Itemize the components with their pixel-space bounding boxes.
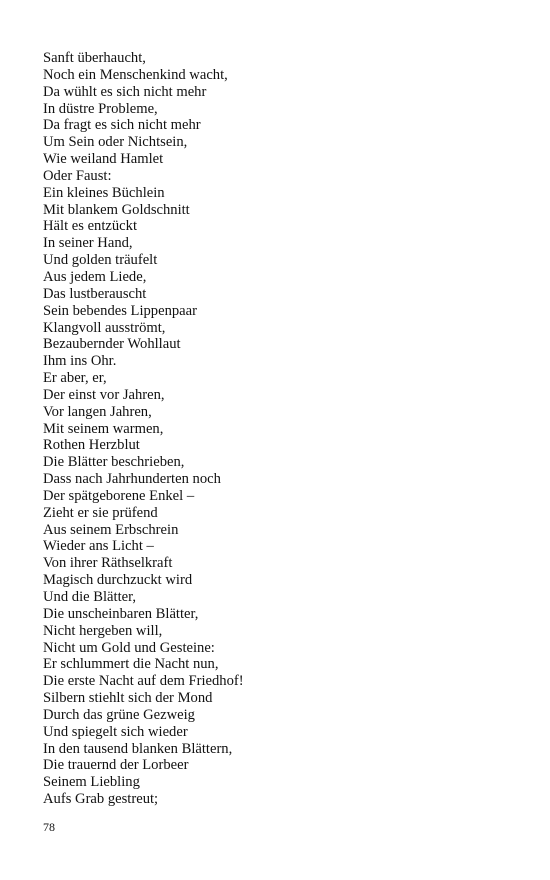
poem-line: Die unscheinbaren Blätter,: [43, 605, 199, 622]
poem-line: Klangvoll ausströmt,: [43, 319, 166, 336]
poem-line: Um Sein oder Nichtsein,: [43, 134, 188, 151]
poem-line: Aufs Grab gestreut;: [43, 791, 159, 808]
poem-line: Mit blankem Goldschnitt: [43, 201, 190, 218]
poem-line: Durch das grüne Gezweig: [43, 706, 195, 723]
poem-line: Wie weiland Hamlet: [43, 151, 164, 168]
poem-line: Wieder ans Licht –: [43, 538, 154, 555]
poem-line: Ein kleines Büchlein: [43, 184, 165, 201]
poem-line: In den tausend blanken Blättern,: [43, 740, 233, 757]
poem-line: Er schlummert die Nacht nun,: [43, 656, 219, 673]
poem-line: Er aber, er,: [43, 370, 107, 387]
poem-line: Der einst vor Jahren,: [43, 386, 165, 403]
poem-line: Der spätgeborene Enkel –: [43, 487, 195, 504]
poem-line: Die Blätter beschrieben,: [43, 454, 185, 471]
poem-line: Und spiegelt sich wieder: [43, 723, 188, 740]
poem-line: Zieht er sie prüfend: [43, 504, 158, 521]
poem-line: Rothen Herzblut: [43, 437, 140, 454]
poem-line: Noch ein Menschenkind wacht,: [43, 66, 228, 83]
poem-line: Sanft überhaucht,: [43, 50, 146, 66]
poem-line: Da fragt es sich nicht mehr: [43, 117, 201, 134]
poem-line: Von ihrer Räthselkraft: [43, 555, 173, 572]
poem-line: Vor langen Jahren,: [43, 403, 152, 420]
poem-line: Nicht um Gold und Gesteine:: [43, 639, 215, 656]
poem-line: Die trauernd der Lorbeer: [43, 757, 189, 774]
poem-line: Magisch durchzuckt wird: [43, 572, 193, 589]
poem-line: Seinem Liebling: [43, 774, 140, 791]
poem-line: Und golden träufelt: [43, 252, 158, 269]
poem-line: Sein bebendes Lippenpaar: [43, 302, 197, 319]
poem-line: Ihm ins Ohr.: [43, 353, 117, 370]
poem-text: [43, 50, 513, 808]
poem-line: In düstre Probleme,: [43, 100, 158, 117]
poem-line: Die erste Nacht auf dem Friedhof!: [43, 673, 244, 690]
page-number: 78: [43, 820, 55, 834]
poem-line: Silbern stiehlt sich der Mond: [43, 690, 213, 707]
poem-line: Da wühlt es sich nicht mehr: [43, 83, 207, 100]
poem-line: Mit seinem warmen,: [43, 420, 164, 437]
poem-line: Aus jedem Liede,: [43, 268, 147, 285]
poem-line: Nicht hergeben will,: [43, 622, 163, 639]
poem-line: Oder Faust:: [43, 167, 112, 184]
poem-line: Und die Blätter,: [43, 589, 137, 605]
poem-line: Dass nach Jahrhunderten noch: [43, 471, 221, 488]
poem-line: Hält es entzückt: [43, 218, 138, 235]
poem-line: Das lustberauscht: [43, 285, 147, 302]
poem-line: In seiner Hand,: [43, 235, 133, 252]
poem-line: Bezaubernder Wohllaut: [43, 336, 181, 353]
poem-line: Aus seinem Erbschrein: [43, 521, 179, 538]
